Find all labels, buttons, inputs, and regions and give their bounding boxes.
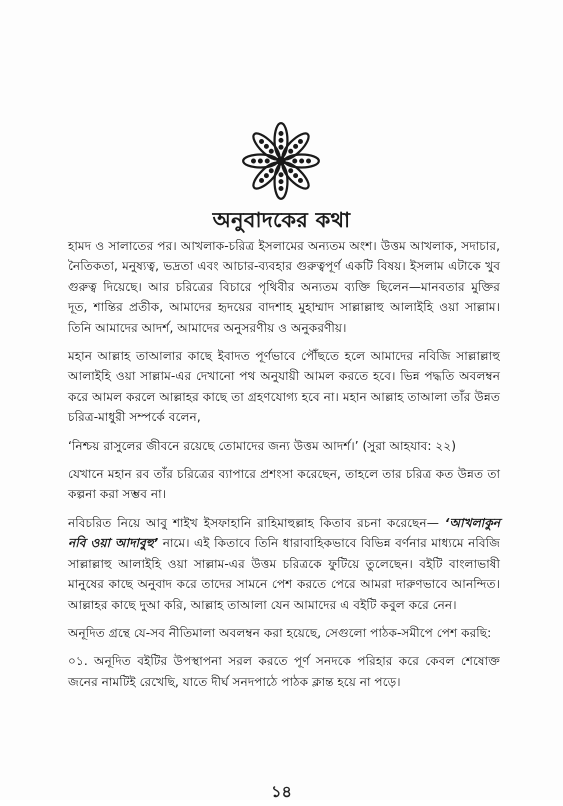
flower-ornament-icon [238, 118, 324, 204]
paragraph-text: নবিচরিত নিয়ে আবু শাইখ ইসফাহানি রাহিমাহুল্লাহ কিতাব রচনা করেছেন— [68, 515, 445, 530]
page-title: অনুবাদকের কথা [212, 207, 351, 232]
paragraph: অনূদিত গ্রন্থে যে-সব নীতিমালা অবলম্বন করা হয়েছে, সেগুলো পাঠক-সমীপে পেশ করছি: [68, 625, 492, 640]
paragraph-text: নামে। এই কিতাবে তিনি ধারাবাহিকভাবে বিভিন্ন বর্ণনার মাধ্যমে নবিজি সাল্লাল্লাহু আলাইহি ওয়া সাল্লাম-এর উত্তম চরিত্রকে ফুটিয়ে তুলেছেন। বইটি বাংলাভাষী মানুষের কাছে অনুবাদ করে তাদের সামনে পেশ করতে পেরে আমরা দারুণভাবে আনন্দিত। আল্লাহর কাছে দুআ করি, আল্লাহ তাআলা যেন আমাদের এ বইটি কবুল করে নেন। [68, 536, 500, 612]
page-number: ১৪ [271, 782, 292, 801]
paragraph: মহান আল্লাহ তাআলার কাছে ইবাদত পূর্ণভাবে পৌঁছতে হলে আমাদের নবিজি সাল্লাল্লাহু আলাইহি ওয়া সাল্লাম-এর দেখানো পথ অনুযায়ী আমল করতে হবে। ভিন্ন পদ্ধতি অবলম্বন করে আমল করলে আল্লাহর কাছে তা গ্রহণযোগ্য হবে না। মহান আল্লাহ তাআলা তাঁর উন্নত চরিত্র-মাধুরী সম্পর্কে বলেন, [68, 349, 500, 425]
book-title-emphasis: ‘আখলাকুন নবি ওয়া আদাবুহু’ [68, 515, 500, 551]
paragraph [68, 513, 500, 615]
paragraph: যেখানে মহান রব তাঁর চরিত্রের ব্যাপারে প্রশংসা করেছেন, তাহলে তার চরিত্র কত উন্নত তা কল্পনা করা সম্ভব না। [68, 467, 500, 502]
paragraph: হামদ ও সালাতের পর। আখলাক-চরিত্র ইসলামের অন্যতম অংশ। উত্তম আখলাক, সদাচার, নৈতিকতা, মনুষ্যত্ব, ভদ্রতা এবং আচার-ব্যবহার গুরুত্বপূর্ণ একটি বিষয়। ইসলাম এটাকে খুব গুরুত্ব দিয়েছে। আর চরিত্রের বিচারে পৃথিবীর অন্যতম ব্যক্তি ছিলেন—মানবতার মুক্তির দূত, শান্তির প্রতীক, আমাদের হৃদয়ের বাদশাহ মুহাম্মাদ সাল্লাল্লাহু আলাইহি ওয়া সাল্লাম। তিনি আমাদের আদর্শ, আমাদের অনুসরণীয় ও অনুকরণীয়। [68, 239, 500, 335]
body-text [68, 236, 500, 700]
quote-paragraph: ‘নিশ্চয় রাসুলের জীবনে রয়েছে তোমাদের জন্য উত্তম আদর্শ।’ (সুরা আহযাব: ২২) [68, 438, 456, 453]
list-item: ০১. অনূদিত বইটির উপস্থাপনা সরল করতে পূর্ণ সনদকে পরিহার করে কেবল শেষোক্ত জনের নামটিই রেখেছি, যাতে দীর্ঘ সনদপাঠে পাঠক ক্লান্ত হয়ে না পড়ে। [68, 654, 500, 689]
